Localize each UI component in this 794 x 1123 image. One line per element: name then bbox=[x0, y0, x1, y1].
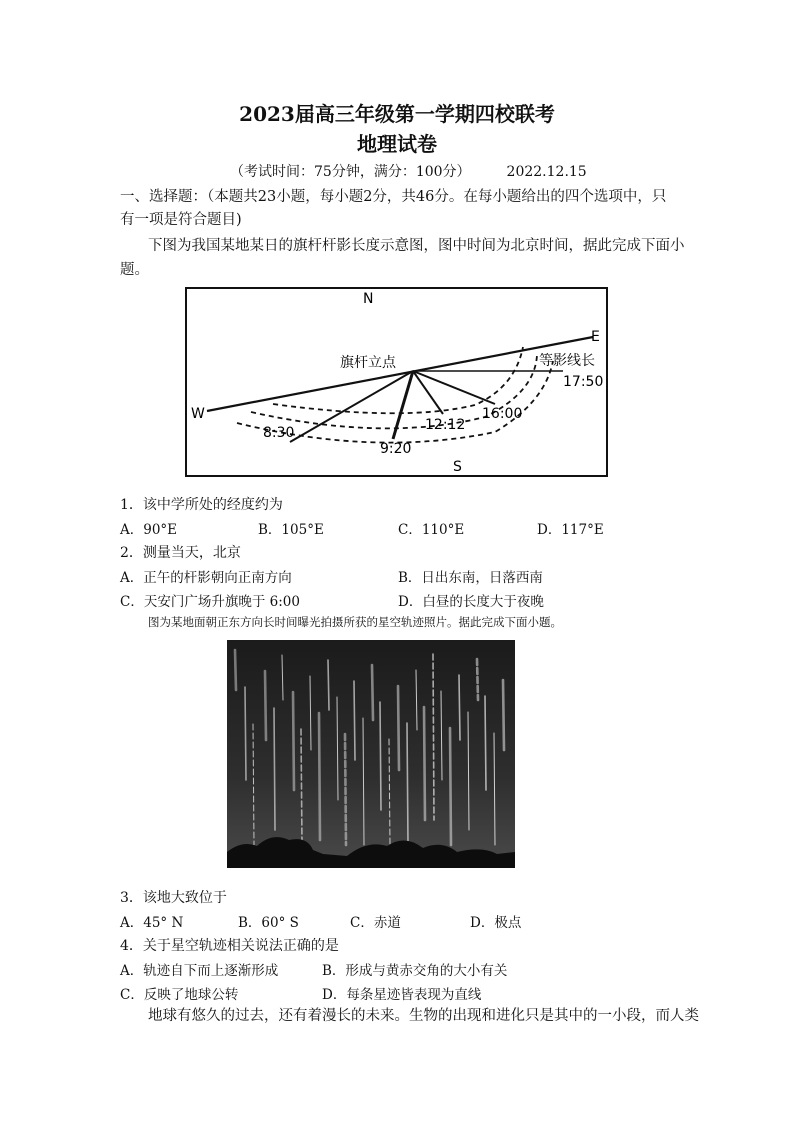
star-trail bbox=[450, 728, 451, 845]
next-passage-line: 地球有悠久的过去，还有着漫长的未来。生物的出现和进化只是其中的一小段，而人类 bbox=[148, 1008, 699, 1024]
label-time-1212: 12:12 bbox=[425, 417, 466, 433]
label-equal-shadow: 等影线长 bbox=[539, 353, 595, 369]
star-trail bbox=[407, 723, 408, 845]
flagpole-shadow-diagram bbox=[185, 287, 608, 477]
q3-option-a: A．45° N bbox=[120, 915, 184, 931]
exam-subtitle: 地理试卷 bbox=[357, 132, 437, 156]
star-trail bbox=[245, 687, 246, 780]
figure2-caption: 图为某地面朝正东方向长时间曝光拍摄所获的星空轨迹照片。据此完成下面小题。 bbox=[148, 615, 562, 629]
label-time-0920: 9:20 bbox=[380, 441, 412, 457]
label-pole-point: 旗杆立点 bbox=[340, 355, 396, 371]
label-east: E bbox=[591, 329, 600, 345]
star-trail bbox=[424, 707, 425, 820]
star-trail bbox=[293, 692, 294, 790]
label-south: S bbox=[453, 459, 462, 475]
figure1-intro-line1: 下图为我国某地某日的旗杆杆影长度示意图，图中时间为北京时间，据此完成下面小 bbox=[148, 238, 685, 254]
q1-option-c: C．110°E bbox=[398, 522, 465, 538]
star-trail bbox=[274, 708, 275, 830]
q1-stem: 1．该中学所处的经度约为 bbox=[120, 497, 283, 513]
star-trail bbox=[354, 681, 355, 760]
label-west: W bbox=[191, 406, 205, 422]
q3-option-d: D．极点 bbox=[470, 915, 522, 931]
exam-date: 2022.12.15 bbox=[506, 164, 587, 180]
star-trail-photo bbox=[227, 640, 515, 868]
label-north: N bbox=[363, 291, 374, 307]
q1-option-d: D．117°E bbox=[537, 522, 604, 538]
q3-option-c: C．赤道 bbox=[350, 915, 401, 931]
q1-option-a: A．90°E bbox=[120, 522, 178, 538]
q4-option-c: C．反映了地球公转 bbox=[120, 987, 239, 1003]
star-trail bbox=[265, 671, 266, 740]
star-trail bbox=[319, 713, 320, 840]
label-time-0830: 8:30 bbox=[263, 425, 295, 441]
star-trail bbox=[372, 665, 373, 720]
star-trail bbox=[328, 660, 329, 710]
section-heading-line1: 一、选择题：（本题共23小题，每小题2分，共46分。在每小题给出的四个选项中，只 bbox=[120, 189, 667, 205]
label-time-1750: 17:50 bbox=[563, 374, 604, 390]
star-trail bbox=[503, 680, 504, 750]
q2-option-b: B．日出东南，日落西南 bbox=[398, 570, 543, 586]
star-trail bbox=[398, 686, 399, 770]
section-heading-line2: 有一项是符合题目) bbox=[120, 212, 242, 228]
q2-option-d: D．白昼的长度大于夜晚 bbox=[398, 594, 544, 610]
q4-option-a: A．轨迹自下而上逐渐形成 bbox=[120, 963, 279, 979]
q2-stem: 2．测量当天，北京 bbox=[120, 545, 241, 561]
exam-meta bbox=[230, 161, 587, 181]
q2-option-c: C．天安门广场升旗晚于 6:00 bbox=[120, 594, 300, 610]
q4-option-b: B．形成与黄赤交角的大小有关 bbox=[322, 963, 508, 979]
star-trail bbox=[459, 675, 460, 740]
star-trail bbox=[485, 696, 486, 790]
star-trail bbox=[235, 650, 236, 690]
q2-option-a: A．正午的杆影朝向正南方向 bbox=[120, 570, 292, 586]
q1-option-b: B．105°E bbox=[258, 522, 324, 538]
q3-stem: 3．该地大致位于 bbox=[120, 890, 227, 906]
label-time-1600: 16:00 bbox=[482, 406, 523, 422]
star-trail bbox=[380, 702, 381, 810]
q3-option-b: B．60° S bbox=[238, 915, 299, 931]
q4-option-d: D．每条星迹皆表现为直线 bbox=[322, 987, 482, 1003]
exam-duration-score: （考试时间：75分钟，满分：100分） bbox=[230, 164, 471, 180]
q4-stem: 4．关于星空轨迹相关说法正确的是 bbox=[120, 938, 339, 954]
figure1-intro-line2: 题。 bbox=[120, 262, 149, 278]
exam-title: 2023届高三年级第一学期四校联考 bbox=[239, 102, 555, 126]
